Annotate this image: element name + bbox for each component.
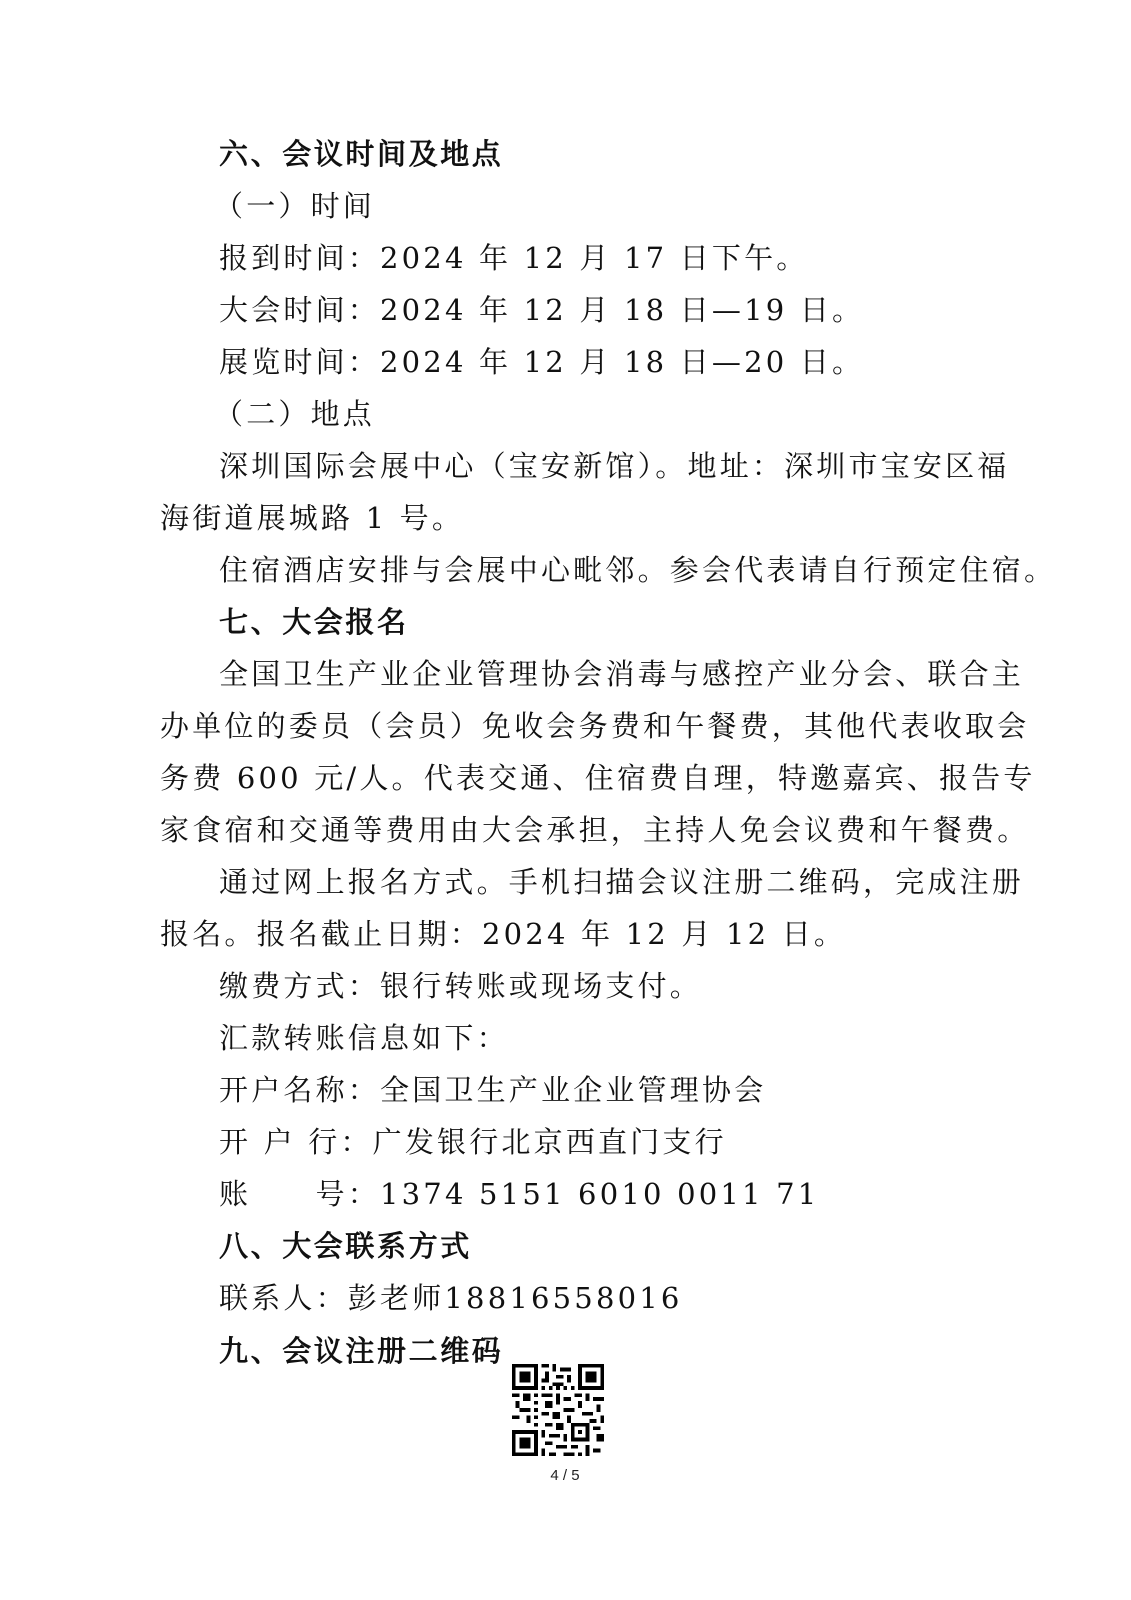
account-number: 账 号：1374 5151 6010 0011 71: [219, 1177, 820, 1211]
place-subheading: （二）地点: [214, 397, 376, 431]
section-9-heading: 九、会议注册二维码: [219, 1334, 504, 1368]
exhibition-time: 展览时间：2024 年 12 月 18 日—20 日。: [219, 345, 865, 379]
section-6-heading: 六、会议时间及地点: [219, 137, 504, 171]
venue-line-2: 海街道展城路 1 号。: [160, 501, 465, 535]
venue-line-1: 深圳国际会展中心（宝安新馆）。地址：深圳市宝安区福: [219, 449, 1010, 483]
account-name: 开户名称：全国卫生产业企业管理协会: [219, 1073, 767, 1107]
section-7-heading: 七、大会报名: [219, 605, 409, 639]
time-subheading: （一）时间: [214, 189, 376, 223]
fee-line-3: 务费 600 元/人。代表交通、住宿费自理，特邀嘉宾、报告专: [160, 761, 1036, 795]
transfer-intro: 汇款转账信息如下：: [219, 1021, 509, 1055]
bank-branch: 开 户 行：广发银行北京西直门支行: [219, 1125, 727, 1159]
conference-time: 大会时间：2024 年 12 月 18 日—19 日。: [219, 293, 865, 327]
fee-line-4: 家食宿和交通等费用由大会承担，主持人免会议费和午餐费。: [160, 813, 1030, 847]
contact-person: 联系人：彭老师18816558016: [219, 1281, 683, 1315]
registration-qr-code: [512, 1364, 604, 1456]
fee-line-2: 办单位的委员（会员）免收会务费和午餐费，其他代表收取会: [160, 709, 1030, 743]
fee-line-1: 全国卫生产业企业管理协会消毒与感控产业分会、联合主: [219, 657, 1025, 691]
page-number: 4 / 5: [550, 1467, 580, 1484]
checkin-time: 报到时间：2024 年 12 月 17 日下午。: [219, 241, 809, 275]
registration-line-2: 报名。报名截止日期：2024 年 12 月 12 日。: [160, 917, 847, 951]
section-8-heading: 八、大会联系方式: [219, 1229, 472, 1263]
payment-method: 缴费方式：银行转账或现场支付。: [219, 969, 703, 1003]
hotel-note: 住宿酒店安排与会展中心毗邻。参会代表请自行预定住宿。: [219, 553, 1057, 587]
registration-line-1: 通过网上报名方式。手机扫描会议注册二维码，完成注册: [219, 865, 1025, 899]
